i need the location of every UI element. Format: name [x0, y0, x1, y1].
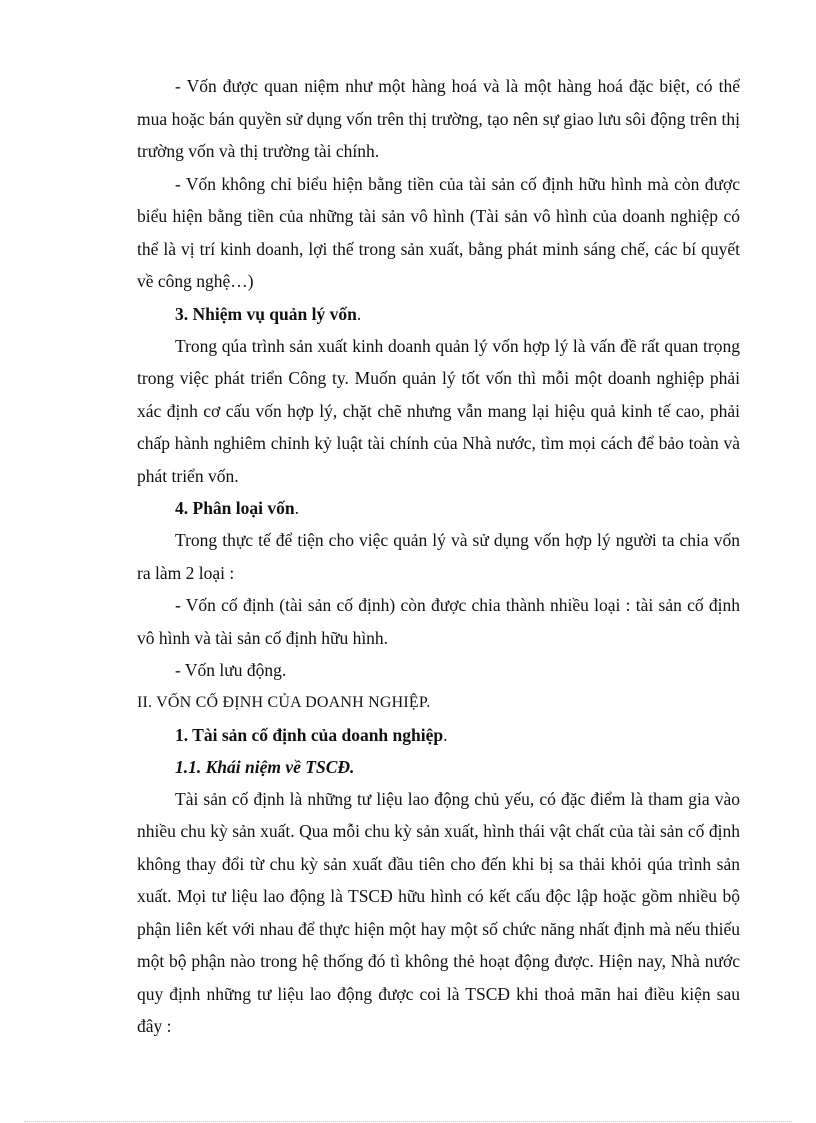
paragraph-working-capital: - Vốn lưu động.: [175, 660, 287, 680]
document-page: [137, 70, 740, 1043]
heading-capital-classification: [137, 492, 740, 524]
heading-fixed-assets-period: .: [443, 724, 448, 745]
heading-fixed-asset-concept: 1.1. Khái niệm về TSCĐ.: [175, 756, 355, 777]
paragraph-intangible-assets: - Vốn không chỉ biểu hiện bằng tiền của tài sản cố định hữu hình mà còn được biểu hiện bằng tiền của những tài sản vô hình (Tài sản vô hình của doanh nghiệp có thể là vị trí kinh doanh, lợi thế trong sản xuất, bằng phát minh sáng chế, các bí quyết về công nghệ…): [137, 173, 740, 291]
heading-capital-management-tasks-text: 3. Nhiệm vụ quản lý vốn: [175, 303, 357, 324]
paragraph-capital-as-commodity: - Vốn được quan niệm như một hàng hoá và là một hàng hoá đặc biệt, có thể mua hoặc bán quyền sử dụng vốn trên thị trường, tạo nên sự giao lưu sôi động trên thị trường vốn và thị trường tài chính.: [137, 76, 740, 161]
paragraph-capital-management: Trong qúa trình sản xuất kinh doanh quản lý vốn hợp lý là vấn đề rất quan trọng trong việc phát triển Công ty. Muốn quản lý tốt vốn thì mỗi một doanh nghiệp phải xác định cơ cấu vốn hợp lý, chặt chẽ nhưng vẫn mang lại hiệu quả kinh tế cao, phải chấp hành nghiêm chỉnh kỷ luật tài chính của Nhà nước, tìm mọi cách để bảo toàn và phát triển vốn.: [137, 335, 740, 486]
heading-fixed-assets-text: 1. Tài sản cố định của doanh nghiệp: [175, 724, 444, 745]
paragraph-fixed-asset-definition: Tài sản cố định là những tư liệu lao động chủ yếu, có đặc điểm là tham gia vào nhiều chu kỳ sản xuất. Qua mỗi chu kỳ sản xuất, hình thái vật chất của tài sản cố định không thay đổi từ chu kỳ sản xuất đầu tiên cho đến khi bị sa thải khỏi qúa trình sản xuất. Mọi tư liệu lao động là TSCĐ hữu hình có kết cấu độc lập hoặc gồm nhiều bộ phận liên kết với nhau để thực hiện một hay một số chức năng nhất định mà nếu thiếu một bộ phận nào trong hệ thống đó tì không thẻ hoạt động được. Hiện nay, Nhà nước quy định những tư liệu lao động được coi là TSCĐ khi thoả mãn hai điều kiện sau đây :: [137, 788, 740, 1036]
heading-capital-classification-text: 4. Phân loại vốn: [175, 498, 295, 518]
heading-capital-management-tasks: [137, 298, 740, 330]
heading-capital-classification-period: .: [294, 498, 299, 518]
page-bottom-divider: [24, 1121, 792, 1122]
paragraph-fixed-capital: - Vốn cố định (tài sản cố định) còn được chia thành nhiều loại : tài sản cố định vô hình và tài sản cố định hữu hình.: [137, 595, 740, 648]
heading-fixed-assets: [137, 719, 740, 751]
paragraph-classification-intro: Trong thực tế để tiện cho việc quản lý và sử dụng vốn hợp lý người ta chia vốn ra làm 2 loại :: [137, 530, 740, 583]
heading-capital-management-tasks-period: .: [356, 303, 362, 324]
section-title-fixed-capital: II. VỐN CỐ ĐỊNH CỦA DOANH NGHIỆP.: [137, 693, 431, 711]
